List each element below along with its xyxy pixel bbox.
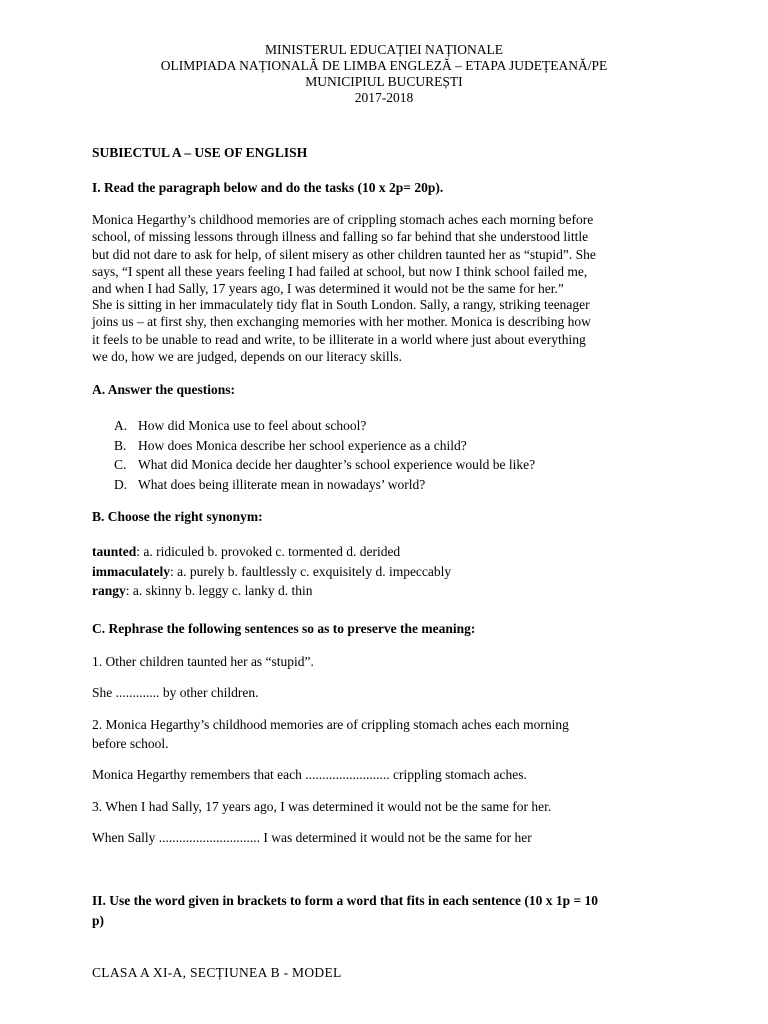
section-1-title: I. Read the paragraph below and do the tasks (10 x 2p= 20p). [92,180,444,195]
section-c-title: C. Rephrase the following sentences so as to preserve the meaning: [92,621,476,636]
synonym-options: : a. ridiculed b. provoked c. tormented d. derided [136,544,401,559]
synonym-item [92,542,451,562]
reading-paragraph-1 [92,211,676,297]
paragraph-line: it feels to be unable to read and write, to be illiterate in a world where just about everything [92,331,586,347]
reading-paragraph-2 [92,296,676,365]
question-letter: D. [114,476,128,492]
synonym-options: : a. purely b. faultlessly c. exquisitely d. impeccably [169,563,452,579]
synonym-list [92,542,451,601]
document-header [0,42,768,106]
question-item [114,475,535,495]
question-letter: C. [114,457,127,472]
synonym-word: rangy [92,583,126,598]
school-year-line: 2017-2018 [354,90,414,105]
rephrase-3: When Sally .............................. I was determined it would not be the same for her [92,830,532,845]
paragraph-line: She is sitting in her immaculately tidy flat in South London. Sally, a rangy, striking teenager [92,297,590,312]
synonym-word: immaculately [92,563,170,579]
section-a-title: A. Answer the questions: [92,382,236,397]
synonym-word: taunted [92,544,137,559]
question-text: What did Monica decide her daughter’s school experience would be like? [138,457,536,472]
question-text: What does being illiterate mean in nowadays’ world? [138,476,426,492]
question-list [114,416,535,494]
subject-title: SUBIECTUL A – USE OF ENGLISH [92,145,308,160]
paragraph-line: and when I had Sally, 17 years ago, I was determined it would not be the same for her.” [92,281,564,297]
rephrase-1: She ............. by other children. [92,685,259,700]
olympiad-line: OLIMPIADA NAȚIONALĂ DE LIMBA ENGLEZĂ – ETAPA JUDEȚEANĂ/PE [160,58,608,73]
page-footer: CLASA A XI-A, SECȚIUNEA B - MODEL [92,965,342,980]
paragraph-line: says, “I spent all these years feeling I had failed at school, but now I think school failed me, [92,263,588,279]
synonym-item [92,581,451,601]
sentence-2-line-1: 2. Monica Hegarthy’s childhood memories are of crippling stomach aches each morning [92,717,569,732]
ministry-line: MINISTERUL EDUCAȚIEI NAȚIONALE [265,42,503,57]
sentence-1: 1. Other children taunted her as “stupid”. [92,654,314,669]
paragraph-line: but did not dare to ask for help, of silent misery as other children taunted her as “stupid”. She [92,246,596,262]
synonym-item [92,562,451,582]
synonym-options: : a. skinny b. leggy c. lanky d. thin [125,583,313,598]
question-letter: B. [114,437,127,453]
paragraph-line: Monica Hegarthy’s childhood memories are of crippling stomach aches each morning before [92,212,594,227]
rephrase-2: Monica Hegarthy remembers that each ......................... crippling stomach aches. [92,767,527,782]
paragraph-line: we do, how we are judged, depends on our literacy skills. [92,348,403,364]
question-letter: A. [114,418,128,433]
paragraph-line: school, of missing lessons through illness and falling so far behind that she understood little [92,229,589,245]
paragraph-line: joins us – at first shy, then exchanging memories with her mother. Monica is describing how [92,314,591,330]
sentence-3: 3. When I had Sally, 17 years ago, I was determined it would not be the same for her. [92,799,552,814]
question-text: How did Monica use to feel about school? [138,418,367,433]
question-text: How does Monica describe her school experience as a child? [138,437,467,453]
city-line: MUNICIPIUL BUCUREȘTI [305,74,463,89]
section-2-title-line-2: p) [92,913,105,928]
question-item [114,416,535,436]
section-2-title-line-1: II. Use the word given in brackets to form a word that fits in each sentence (10 x 1p = 10 [92,893,599,908]
question-item [114,436,535,456]
question-item [114,455,535,475]
section-b-title: B. Choose the right synonym: [92,509,263,524]
sentence-2-line-2: before school. [92,736,169,751]
